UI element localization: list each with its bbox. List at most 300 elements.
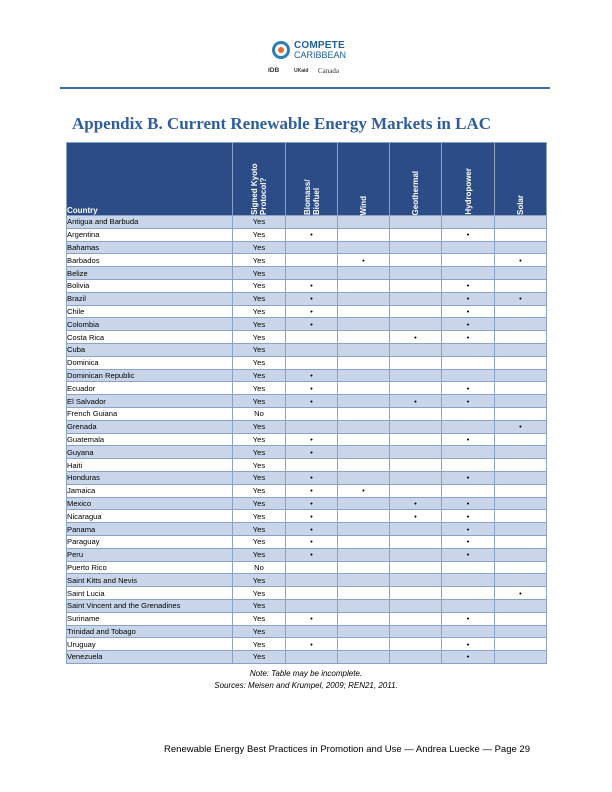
wind-cell	[338, 279, 390, 292]
column-header-wind-label: Wind	[359, 195, 368, 215]
table-header-row	[67, 143, 547, 216]
hydropower-cell	[442, 459, 495, 472]
biomass-cell: •	[286, 523, 338, 536]
kyoto-cell: Yes	[233, 535, 286, 548]
wind-cell	[338, 267, 390, 280]
column-header-solar-label: Solar	[516, 194, 525, 215]
wind-cell	[338, 395, 390, 408]
kyoto-cell: Yes	[233, 574, 286, 587]
wind-cell	[338, 331, 390, 344]
geothermal-cell	[390, 459, 442, 472]
geothermal-cell	[390, 279, 442, 292]
hydropower-cell	[442, 369, 495, 382]
table-row	[67, 407, 547, 420]
solar-cell	[495, 638, 547, 651]
biomass-cell: •	[286, 279, 338, 292]
geothermal-cell	[390, 343, 442, 356]
canada-logo: Canada	[318, 67, 339, 75]
biomass-cell	[286, 651, 338, 664]
solar-cell	[495, 216, 547, 229]
solar-cell	[495, 471, 547, 484]
hydropower-cell: •	[442, 548, 495, 561]
geothermal-cell	[390, 446, 442, 459]
column-header-solar	[495, 143, 547, 216]
kyoto-cell: Yes	[233, 331, 286, 344]
country-cell: Puerto Rico	[67, 561, 233, 574]
table-row	[67, 216, 547, 229]
country-cell: Honduras	[67, 471, 233, 484]
kyoto-cell: Yes	[233, 279, 286, 292]
kyoto-cell: No	[233, 561, 286, 574]
solar-cell	[495, 459, 547, 472]
column-header-biomass	[286, 143, 338, 216]
biomass-cell	[286, 561, 338, 574]
geothermal-cell	[390, 318, 442, 331]
table-row	[67, 548, 547, 561]
table-row	[67, 433, 547, 446]
geothermal-cell	[390, 561, 442, 574]
kyoto-cell: Yes	[233, 369, 286, 382]
geothermal-cell	[390, 587, 442, 600]
table-row	[67, 587, 547, 600]
table-row	[67, 471, 547, 484]
country-cell: Jamaica	[67, 484, 233, 497]
column-header-country: Country	[67, 143, 233, 216]
table-row	[67, 382, 547, 395]
kyoto-cell: Yes	[233, 599, 286, 612]
country-cell: Grenada	[67, 420, 233, 433]
solar-cell	[495, 228, 547, 241]
kyoto-cell: Yes	[233, 254, 286, 267]
table-row	[67, 305, 547, 318]
table-row	[67, 446, 547, 459]
kyoto-cell: Yes	[233, 548, 286, 561]
wind-cell	[338, 305, 390, 318]
hydropower-cell	[442, 241, 495, 254]
column-header-geothermal-label: Geothermal	[411, 170, 420, 215]
solar-cell	[495, 561, 547, 574]
kyoto-cell: Yes	[233, 420, 286, 433]
kyoto-cell: Yes	[233, 395, 286, 408]
wind-cell	[338, 523, 390, 536]
country-cell: Saint Vincent and the Grenadines	[67, 599, 233, 612]
solar-cell	[495, 446, 547, 459]
wind-cell	[338, 612, 390, 625]
table-row	[67, 497, 547, 510]
table-row	[67, 625, 547, 638]
table-row	[67, 267, 547, 280]
solar-cell: •	[495, 254, 547, 267]
country-cell: Bolivia	[67, 279, 233, 292]
biomass-cell: •	[286, 548, 338, 561]
column-header-hydropower-label: Hydropower	[463, 168, 473, 215]
biomass-cell	[286, 216, 338, 229]
hydropower-cell: •	[442, 651, 495, 664]
kyoto-cell: Yes	[233, 484, 286, 497]
hydropower-cell	[442, 599, 495, 612]
logo-line2: CARIBBEAN	[294, 50, 347, 60]
hydropower-cell: •	[442, 535, 495, 548]
solar-cell: •	[495, 587, 547, 600]
solar-cell	[495, 279, 547, 292]
table-row	[67, 395, 547, 408]
biomass-cell	[286, 625, 338, 638]
country-cell: Dominican Republic	[67, 369, 233, 382]
kyoto-cell: Yes	[233, 216, 286, 229]
hydropower-cell	[442, 407, 495, 420]
country-cell: Mexico	[67, 497, 233, 510]
wind-cell	[338, 343, 390, 356]
table-row	[67, 484, 547, 497]
wind-cell	[338, 318, 390, 331]
renewable-markets-table	[66, 142, 547, 664]
country-cell: Brazil	[67, 292, 233, 305]
wind-cell	[338, 433, 390, 446]
wind-cell	[338, 241, 390, 254]
wind-cell	[338, 292, 390, 305]
solar-cell	[495, 305, 547, 318]
solar-cell	[495, 548, 547, 561]
header-rule	[60, 87, 550, 89]
hydropower-cell	[442, 561, 495, 574]
hydropower-cell: •	[442, 395, 495, 408]
country-cell: Haiti	[67, 459, 233, 472]
table-row	[67, 523, 547, 536]
biomass-cell: •	[286, 510, 338, 523]
geothermal-cell	[390, 241, 442, 254]
biomass-cell: •	[286, 497, 338, 510]
country-cell: Saint Lucia	[67, 587, 233, 600]
country-cell: Paraguay	[67, 535, 233, 548]
table-row	[67, 638, 547, 651]
biomass-cell: •	[286, 228, 338, 241]
biomass-cell: •	[286, 484, 338, 497]
wind-cell	[338, 510, 390, 523]
geothermal-cell	[390, 369, 442, 382]
page-title: Appendix B. Current Renewable Energy Markets in LAC	[72, 114, 492, 133]
country-cell: Uruguay	[67, 638, 233, 651]
solar-cell	[495, 497, 547, 510]
wind-cell	[338, 216, 390, 229]
solar-cell	[495, 382, 547, 395]
geothermal-cell	[390, 535, 442, 548]
biomass-cell	[286, 331, 338, 344]
kyoto-cell: Yes	[233, 638, 286, 651]
geothermal-cell	[390, 484, 442, 497]
hydropower-cell	[442, 343, 495, 356]
column-header-biomass-label: Biomass/ Biofuel	[302, 179, 321, 215]
column-header-kyoto	[233, 143, 286, 216]
kyoto-cell: Yes	[233, 497, 286, 510]
geothermal-cell	[390, 292, 442, 305]
kyoto-cell: Yes	[233, 587, 286, 600]
kyoto-cell: Yes	[233, 356, 286, 369]
solar-cell	[495, 331, 547, 344]
biomass-cell	[286, 241, 338, 254]
solar-cell	[495, 612, 547, 625]
table-sources: Sources: Meisen and Krumpel, 2009; REN21, 2011.	[214, 681, 398, 690]
wind-cell	[338, 471, 390, 484]
wind-cell	[338, 599, 390, 612]
hydropower-cell: •	[442, 612, 495, 625]
country-cell: Cuba	[67, 343, 233, 356]
country-cell: Argentina	[67, 228, 233, 241]
solar-cell: •	[495, 420, 547, 433]
kyoto-cell: Yes	[233, 625, 286, 638]
kyoto-cell: Yes	[233, 523, 286, 536]
geothermal-cell	[390, 305, 442, 318]
country-cell: Costa Rica	[67, 331, 233, 344]
kyoto-cell: Yes	[233, 446, 286, 459]
solar-cell	[495, 510, 547, 523]
solar-cell	[495, 535, 547, 548]
hydropower-cell	[442, 356, 495, 369]
hydropower-cell: •	[442, 279, 495, 292]
logo-line1: COMPETE	[294, 40, 345, 51]
wind-cell: •	[338, 254, 390, 267]
biomass-cell	[286, 459, 338, 472]
hydropower-cell: •	[442, 471, 495, 484]
wind-cell	[338, 561, 390, 574]
solar-cell: •	[495, 292, 547, 305]
hydropower-cell	[442, 267, 495, 280]
country-cell: Antigua and Barbuda	[67, 216, 233, 229]
ukaid-logo: UKaid	[294, 68, 309, 74]
page-footer: Renewable Energy Best Practices in Promotion and Use — Andrea Luecke — Page 29	[164, 744, 530, 755]
table-row	[67, 651, 547, 664]
column-header-wind	[338, 143, 390, 216]
table-row	[67, 612, 547, 625]
table-row	[67, 241, 547, 254]
hydropower-cell: •	[442, 523, 495, 536]
kyoto-cell: Yes	[233, 292, 286, 305]
country-cell: Guatemala	[67, 433, 233, 446]
table-row	[67, 279, 547, 292]
country-cell: French Guiana	[67, 407, 233, 420]
wind-cell	[338, 459, 390, 472]
wind-cell	[338, 420, 390, 433]
country-cell: Venezuela	[67, 651, 233, 664]
biomass-cell: •	[286, 433, 338, 446]
kyoto-cell: Yes	[233, 510, 286, 523]
wind-cell	[338, 446, 390, 459]
column-header-hydropower	[442, 143, 495, 216]
solar-cell	[495, 625, 547, 638]
table-row	[67, 254, 547, 267]
biomass-cell	[286, 574, 338, 587]
hydropower-cell	[442, 254, 495, 267]
table-row	[67, 228, 547, 241]
kyoto-cell: Yes	[233, 433, 286, 446]
wind-cell	[338, 369, 390, 382]
country-cell: Nicaragua	[67, 510, 233, 523]
solar-cell	[495, 433, 547, 446]
geothermal-cell: •	[390, 331, 442, 344]
wind-cell	[338, 625, 390, 638]
geothermal-cell	[390, 382, 442, 395]
solar-cell	[495, 651, 547, 664]
wind-cell	[338, 356, 390, 369]
geothermal-cell: •	[390, 497, 442, 510]
biomass-cell: •	[286, 382, 338, 395]
hydropower-cell: •	[442, 382, 495, 395]
geothermal-cell	[390, 420, 442, 433]
country-cell: Suriname	[67, 612, 233, 625]
hydropower-cell: •	[442, 331, 495, 344]
hydropower-cell: •	[442, 305, 495, 318]
hydropower-cell	[442, 420, 495, 433]
column-header-geothermal	[390, 143, 442, 216]
solar-cell	[495, 407, 547, 420]
wind-cell	[338, 228, 390, 241]
solar-cell	[495, 267, 547, 280]
column-header-kyoto-label: Signed Kyoto Protocol?	[250, 163, 268, 215]
hydropower-cell: •	[442, 292, 495, 305]
biomass-cell: •	[286, 535, 338, 548]
country-cell: Trinidad and Tobago	[67, 625, 233, 638]
wind-cell: •	[338, 484, 390, 497]
biomass-cell: •	[286, 612, 338, 625]
country-cell: Guyana	[67, 446, 233, 459]
table-body	[67, 216, 547, 664]
geothermal-cell	[390, 638, 442, 651]
geothermal-cell	[390, 548, 442, 561]
solar-cell	[495, 523, 547, 536]
table-row	[67, 459, 547, 472]
kyoto-cell: Yes	[233, 471, 286, 484]
biomass-cell	[286, 599, 338, 612]
solar-cell	[495, 241, 547, 254]
geothermal-cell	[390, 216, 442, 229]
geothermal-cell	[390, 407, 442, 420]
geothermal-cell	[390, 599, 442, 612]
hydropower-cell: •	[442, 510, 495, 523]
hydropower-cell	[442, 574, 495, 587]
biomass-cell	[286, 254, 338, 267]
wind-cell	[338, 497, 390, 510]
country-cell: Chile	[67, 305, 233, 318]
table-row	[67, 318, 547, 331]
country-cell: Colombia	[67, 318, 233, 331]
kyoto-cell: Yes	[233, 228, 286, 241]
solar-cell	[495, 356, 547, 369]
table-row	[67, 599, 547, 612]
country-cell: Peru	[67, 548, 233, 561]
hydropower-cell	[442, 625, 495, 638]
biomass-cell: •	[286, 638, 338, 651]
hydropower-cell: •	[442, 318, 495, 331]
kyoto-cell: Yes	[233, 651, 286, 664]
table-row	[67, 343, 547, 356]
country-cell: Bahamas	[67, 241, 233, 254]
country-cell: Belize	[67, 267, 233, 280]
wind-cell	[338, 638, 390, 651]
table-note: Note: Table may be incomplete.	[249, 669, 363, 678]
kyoto-cell: No	[233, 407, 286, 420]
wind-cell	[338, 535, 390, 548]
biomass-cell	[286, 356, 338, 369]
solar-cell	[495, 369, 547, 382]
geothermal-cell	[390, 433, 442, 446]
table-row	[67, 331, 547, 344]
biomass-cell: •	[286, 471, 338, 484]
biomass-cell: •	[286, 305, 338, 318]
kyoto-cell: Yes	[233, 459, 286, 472]
geothermal-cell	[390, 471, 442, 484]
biomass-cell: •	[286, 369, 338, 382]
table-row	[67, 561, 547, 574]
hydropower-cell: •	[442, 638, 495, 651]
country-cell: El Salvador	[67, 395, 233, 408]
country-cell: Ecuador	[67, 382, 233, 395]
geothermal-cell	[390, 523, 442, 536]
biomass-cell: •	[286, 318, 338, 331]
wind-cell	[338, 574, 390, 587]
biomass-cell	[286, 587, 338, 600]
hydropower-cell: •	[442, 433, 495, 446]
country-cell: Panama	[67, 523, 233, 536]
logo-ring-icon	[272, 41, 290, 59]
geothermal-cell: •	[390, 510, 442, 523]
solar-cell	[495, 318, 547, 331]
kyoto-cell: Yes	[233, 612, 286, 625]
geothermal-cell	[390, 574, 442, 587]
wind-cell	[338, 548, 390, 561]
geothermal-cell	[390, 625, 442, 638]
kyoto-cell: Yes	[233, 343, 286, 356]
kyoto-cell: Yes	[233, 318, 286, 331]
kyoto-cell: Yes	[233, 267, 286, 280]
geothermal-cell	[390, 267, 442, 280]
table-row	[67, 369, 547, 382]
compete-caribbean-logo	[272, 40, 372, 66]
hydropower-cell	[442, 446, 495, 459]
table-row	[67, 420, 547, 433]
geothermal-cell	[390, 356, 442, 369]
table-row	[67, 292, 547, 305]
country-cell: Dominica	[67, 356, 233, 369]
biomass-cell: •	[286, 395, 338, 408]
solar-cell	[495, 599, 547, 612]
wind-cell	[338, 382, 390, 395]
solar-cell	[495, 574, 547, 587]
geothermal-cell: •	[390, 395, 442, 408]
table-row	[67, 356, 547, 369]
solar-cell	[495, 343, 547, 356]
wind-cell	[338, 651, 390, 664]
biomass-cell	[286, 407, 338, 420]
table-row	[67, 574, 547, 587]
hydropower-cell	[442, 484, 495, 497]
hydropower-cell	[442, 216, 495, 229]
wind-cell	[338, 587, 390, 600]
kyoto-cell: Yes	[233, 241, 286, 254]
table-row	[67, 535, 547, 548]
hydropower-cell: •	[442, 497, 495, 510]
geothermal-cell	[390, 612, 442, 625]
country-cell: Barbados	[67, 254, 233, 267]
hydropower-cell	[442, 587, 495, 600]
biomass-cell	[286, 420, 338, 433]
geothermal-cell	[390, 254, 442, 267]
country-cell: Saint Kitts and Nevis	[67, 574, 233, 587]
geothermal-cell	[390, 228, 442, 241]
table-row	[67, 510, 547, 523]
idb-logo: IDB	[268, 67, 280, 74]
biomass-cell	[286, 267, 338, 280]
solar-cell	[495, 484, 547, 497]
kyoto-cell: Yes	[233, 305, 286, 318]
